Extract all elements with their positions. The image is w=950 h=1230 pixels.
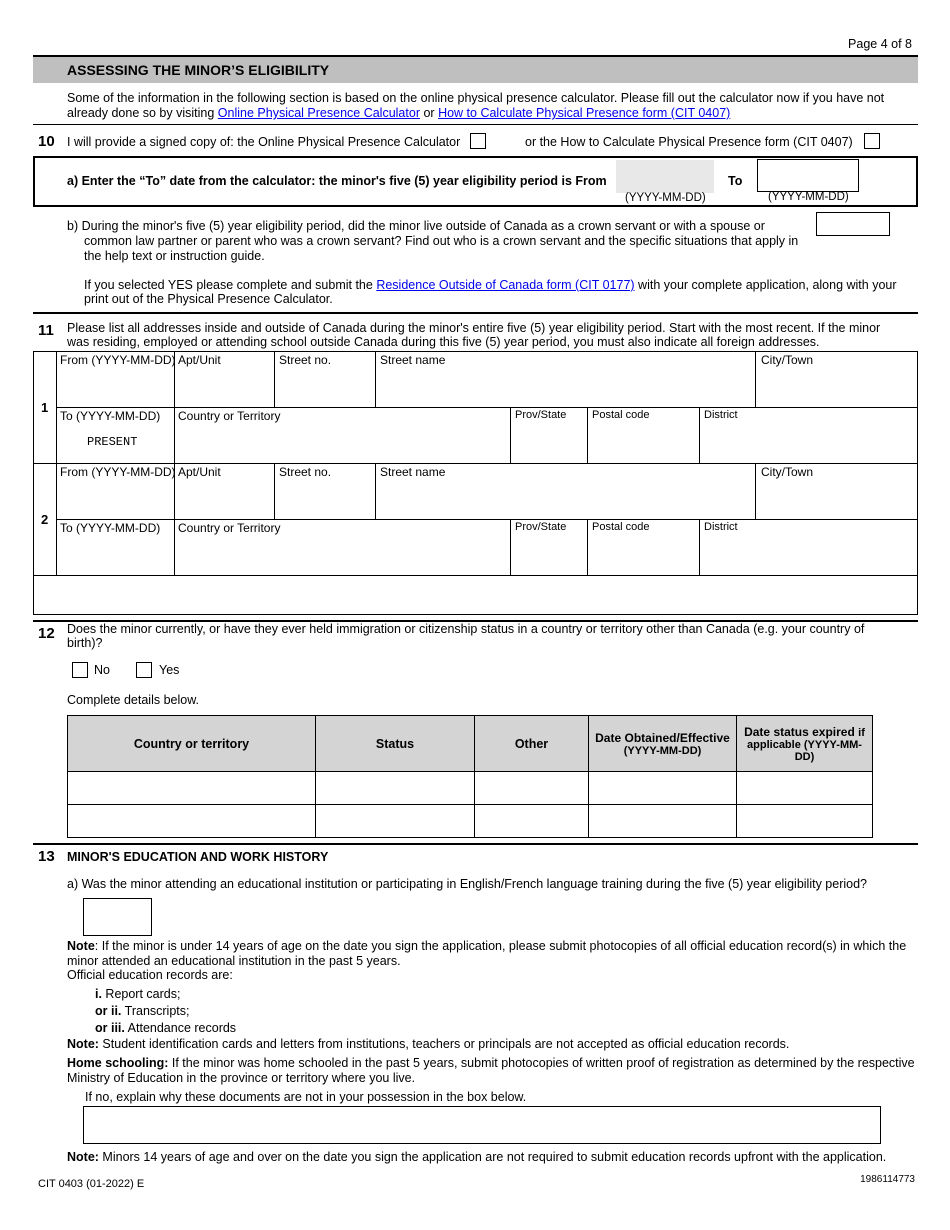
cit0407-form-checkbox[interactable]	[864, 133, 880, 149]
from-date-field[interactable]	[616, 160, 714, 193]
online-calculator-checkbox[interactable]	[470, 133, 486, 149]
address-index-1: 1	[41, 400, 49, 415]
postal-label-1: Postal code	[592, 409, 650, 421]
postal-label-2: Postal code	[592, 521, 650, 533]
crown-servant-select[interactable]	[816, 212, 890, 236]
street-name-label-2: Street name	[380, 465, 446, 479]
education-select[interactable]	[83, 898, 152, 936]
q10a-label: a) Enter the “To” date from the calculator: the minor's five (5) year eligibility period is From	[67, 174, 607, 188]
address-table	[33, 351, 918, 615]
q10b-yes-line2: print out of the Physical Presence Calculator.	[84, 292, 333, 306]
record-item: or ii. Transcripts;	[95, 1004, 190, 1018]
home-schooling-line2: Ministry of Education in the province or territory where you live.	[67, 1071, 416, 1085]
cit0177-link[interactable]: Residence Outside of Canada form (CIT 0177)	[376, 278, 635, 292]
address-index-2: 2	[41, 512, 49, 527]
q10-text-b: or the How to Calculate Physical Presence form (CIT 0407)	[525, 135, 853, 149]
question-11-number: 11	[38, 322, 54, 339]
country-label-2: Country or Territory	[178, 521, 281, 535]
q10b-line1: b) During the minor's five (5) year eligibility period, did the minor live outside of Canada as a crown servant or with a spouse or	[67, 219, 765, 233]
section-header	[33, 57, 918, 83]
note3: Note: Minors 14 years of age and over on the date you sign the application are not required to submit education records upfront with the application.	[67, 1150, 887, 1164]
to-date-hint: (YYYY-MM-DD)	[768, 191, 849, 203]
col-date-expired: Date status expired if applicable (YYYY-MM-DD)	[737, 716, 873, 772]
apt-unit-label-1: Apt/Unit	[178, 353, 221, 367]
intro-text: Some of the information in the following section is based on the online physical presence calculator. Please fill out the calculator now if you have not	[67, 91, 885, 105]
prov-label-1: Prov/State	[515, 409, 567, 421]
form-id: CIT 0403 (01-2022) E	[38, 1178, 145, 1190]
official-records-text: Official education records are:	[67, 968, 233, 982]
barcode-number: 1986114773	[860, 1174, 915, 1185]
q10a-box	[33, 156, 918, 207]
home-schooling-line1: Home schooling: If the minor was home schooled in the past 5 years, submit photocopies of written proof of registration as determined by the respective	[67, 1056, 915, 1070]
q11-line2: was residing, employed or attending school outside Canada during this five (5) year period, you must also indicate all foreign addresses.	[67, 335, 820, 349]
q13a-text: a) Was the minor attending an educational institution or participating in English/French language training during the five (5) year eligibility period?	[67, 877, 867, 891]
from-date-label-1: From (YYYY-MM-DD)	[60, 353, 176, 367]
col-other: Other	[475, 716, 589, 772]
city-label-2: City/Town	[761, 465, 814, 479]
page-number: Page 4 of 8	[848, 37, 912, 51]
status-table	[67, 715, 873, 838]
district-label-1: District	[704, 409, 738, 421]
q10b-line2: common law partner or parent who was a crown servant? Find out who is a crown servant and the specific situations that apply in	[84, 234, 799, 248]
q12-no-label: No	[94, 663, 110, 677]
to-date-label-1: To (YYYY-MM-DD)	[60, 409, 161, 423]
q12-line2: birth)?	[67, 636, 103, 650]
prov-label-2: Prov/State	[515, 521, 567, 533]
street-no-label-2: Street no.	[279, 465, 332, 479]
intro-links-line: already done so by visiting Online Physical Presence Calculator or How to Calculate Physical Presence form (CIT 0407)	[67, 106, 731, 120]
table-cell[interactable]	[475, 805, 589, 838]
cit0407-link[interactable]: How to Calculate Physical Presence form (CIT 0407)	[438, 106, 731, 120]
apt-unit-label-2: Apt/Unit	[178, 465, 221, 479]
explanation-textarea[interactable]	[83, 1106, 881, 1144]
country-label-1: Country or Territory	[178, 409, 281, 423]
district-label-2: District	[704, 521, 738, 533]
to-date-value-1[interactable]: PRESENT	[87, 435, 138, 449]
note1-line1: Note: If the minor is under 14 years of age on the date you sign the application, please submit photocopies of all official education record(s) in which the	[67, 939, 907, 953]
record-item: or iii. Attendance records	[95, 1021, 237, 1035]
table-cell[interactable]	[589, 772, 737, 805]
question-12-number: 12	[38, 625, 55, 642]
complete-details-text: Complete details below.	[67, 693, 200, 707]
col-status: Status	[316, 716, 475, 772]
table-row	[68, 772, 873, 805]
if-no-text: If no, explain why these documents are not in your possession in the box below.	[85, 1090, 527, 1104]
record-item: i. Report cards;	[95, 987, 181, 1001]
table-row	[68, 805, 873, 838]
q10-text-a: I will provide a signed copy of: the Online Physical Presence Calculator	[67, 135, 461, 149]
section-title: ASSESSING THE MINOR’S ELIGIBILITY	[67, 62, 330, 78]
note2: Note: Student identification cards and letters from institutions, teachers or principals are not accepted as official education records.	[67, 1037, 790, 1051]
table-cell[interactable]	[475, 772, 589, 805]
q11-line1: Please list all addresses inside and outside of Canada during the minor's entire five (5) year eligibility period. Start with the most recent. If the minor	[67, 321, 881, 335]
online-calculator-link[interactable]: Online Physical Presence Calculator	[217, 106, 420, 120]
table-cell[interactable]	[737, 805, 873, 838]
q12-yes-label: Yes	[159, 663, 180, 677]
city-label-1: City/Town	[761, 353, 814, 367]
question-13-number: 13	[38, 848, 55, 865]
note1-line2: minor attended an educational institution in the past 5 years.	[67, 954, 401, 968]
table-cell[interactable]	[589, 805, 737, 838]
col-date-obtained: Date Obtained/Effective (YYYY-MM-DD)	[589, 716, 737, 772]
q12-line1: Does the minor currently, or have they ever held immigration or citizenship status in a country or territory other than Canada (e.g. your country of	[67, 622, 865, 636]
table-cell[interactable]	[737, 772, 873, 805]
to-date-label-2: To (YYYY-MM-DD)	[60, 521, 161, 535]
to-date-field[interactable]	[757, 159, 859, 192]
col-country: Country or territory	[68, 716, 316, 772]
table-cell[interactable]	[316, 805, 475, 838]
street-name-label-1: Street name	[380, 353, 446, 367]
from-date-hint: (YYYY-MM-DD)	[625, 192, 706, 204]
q10b-yes-line: If you selected YES please complete and submit the Residence Outside of Canada form (CIT 0177) with your complete application, along with your	[84, 278, 897, 292]
table-cell[interactable]	[316, 772, 475, 805]
q10b-line3: the help text or instruction guide.	[84, 249, 265, 263]
q13-title: MINOR'S EDUCATION AND WORK HISTORY	[67, 850, 329, 864]
table-cell[interactable]	[68, 772, 316, 805]
question-10-number: 10	[38, 133, 55, 150]
to-label: To	[728, 174, 743, 188]
street-no-label-1: Street no.	[279, 353, 332, 367]
table-cell[interactable]	[68, 805, 316, 838]
q12-no-checkbox[interactable]	[72, 662, 88, 678]
q12-yes-checkbox[interactable]	[136, 662, 152, 678]
from-date-label-2: From (YYYY-MM-DD)	[60, 465, 176, 479]
